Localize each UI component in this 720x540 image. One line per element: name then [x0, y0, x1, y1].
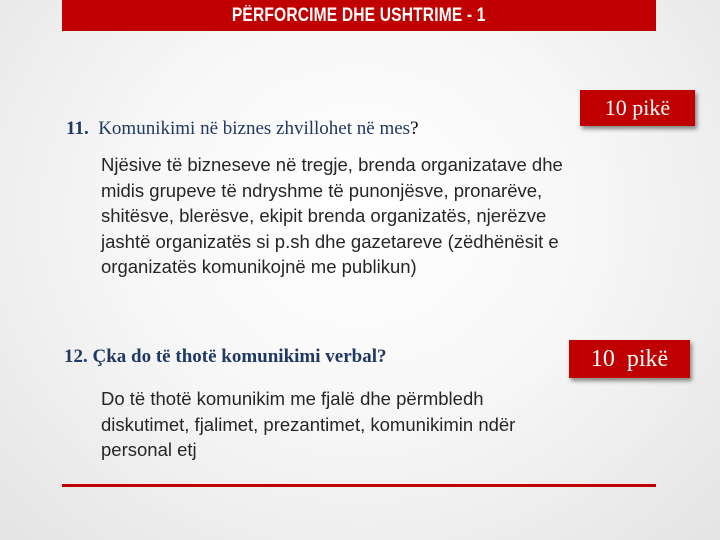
- answer-12-line: diskutimet, fjalimet, prezantimet, komunikimin ndër: [101, 413, 516, 435]
- answer-11: [101, 152, 661, 280]
- question-11-mark: ?: [410, 118, 419, 139]
- question-12: [64, 346, 387, 368]
- slide-title: PËRFORCIME DHE USHTRIME - 1: [232, 4, 486, 26]
- answer-11-line: Njësive të bizneseve në tregje, brenda organizatave dhe: [101, 154, 563, 175]
- answer-12-line: Do të thotë komunikim me fjalë dhe përmbledh: [101, 388, 484, 409]
- question-12-number: 12.: [64, 346, 88, 367]
- answer-11-line: organizatës komunikojnë me publikun): [101, 256, 417, 277]
- answer-11-line: shitësve, blerësve, ekipit brenda organizatës, njerëzve: [101, 205, 547, 226]
- bottom-divider: [62, 484, 656, 487]
- points-badge-11: 10 pikë: [580, 90, 695, 126]
- answer-12: [101, 386, 641, 463]
- question-11-text: Komunikimi në biznes zhvillohet në mes: [98, 118, 411, 139]
- answer-11-line: midis grupeve të ndryshme të punonjësve, pronarëve,: [101, 179, 543, 201]
- question-11-number: 11.: [66, 118, 89, 139]
- question-12-text: Çka do të thotë komunikimi verbal?: [92, 346, 387, 367]
- answer-11-line: jashtë organizatës si p.sh dhe gazetareve (zëdhënësit e: [101, 230, 559, 252]
- points-badge-12: 10 pikë: [569, 340, 690, 378]
- answer-12-line: personal etj: [101, 439, 197, 460]
- question-11: [66, 118, 419, 140]
- slide-title-bar: [62, 0, 656, 31]
